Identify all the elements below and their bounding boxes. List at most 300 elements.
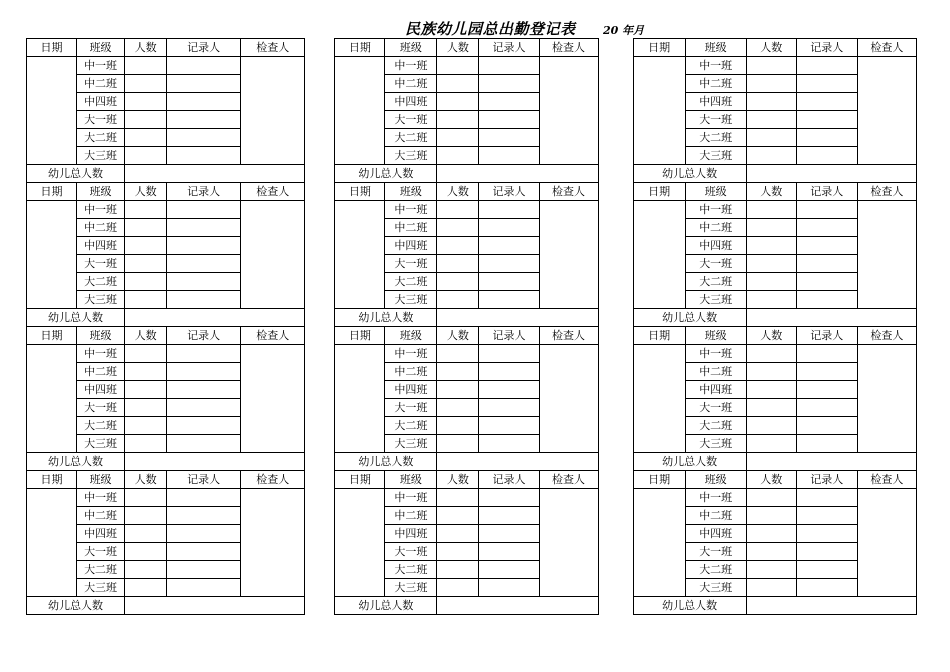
count-cell[interactable] [437,345,479,363]
recorder-cell[interactable] [167,291,241,309]
count-cell[interactable] [125,363,167,381]
class-row [27,345,917,363]
count-cell[interactable] [437,57,479,75]
count-cell[interactable] [746,417,796,435]
recorder-cell[interactable] [479,381,539,399]
recorder-cell[interactable] [479,345,539,363]
column-header-class: 班级 [77,471,125,489]
date-cell[interactable] [633,489,685,597]
recorder-cell[interactable] [796,291,857,309]
class-name-cell: 中二班 [385,507,437,525]
count-cell[interactable] [125,543,167,561]
count-cell[interactable] [746,291,796,309]
count-cell[interactable] [125,237,167,255]
column-header-date: 日期 [633,471,685,489]
class-name-cell: 大三班 [685,147,746,165]
column-header-recorder: 记录人 [796,183,857,201]
recorder-cell[interactable] [167,579,241,597]
recorder-cell[interactable] [479,489,539,507]
recorder-cell[interactable] [479,237,539,255]
total-value-cell[interactable] [437,453,598,471]
class-name-cell: 中二班 [685,363,746,381]
total-value-cell[interactable] [437,309,598,327]
recorder-cell[interactable] [167,129,241,147]
count-cell[interactable] [746,489,796,507]
count-cell[interactable] [125,201,167,219]
recorder-cell[interactable] [796,57,857,75]
class-name-cell: 大三班 [385,291,437,309]
class-name-cell: 大三班 [685,291,746,309]
total-label: 幼儿总人数 [633,165,746,183]
class-name-cell: 大二班 [685,129,746,147]
total-label: 幼儿总人数 [335,165,437,183]
column-header-date: 日期 [27,471,77,489]
count-cell[interactable] [437,129,479,147]
class-name-cell: 中二班 [77,219,125,237]
block-gap [598,471,633,615]
total-label: 幼儿总人数 [27,309,125,327]
block-gap [305,39,335,183]
count-cell[interactable] [746,525,796,543]
count-cell[interactable] [746,75,796,93]
date-cell[interactable] [335,345,385,453]
recorder-cell[interactable] [796,93,857,111]
recorder-cell[interactable] [479,417,539,435]
column-header-recorder: 记录人 [167,183,241,201]
recorder-cell[interactable] [796,237,857,255]
recorder-cell[interactable] [479,219,539,237]
class-name-cell: 大二班 [385,561,437,579]
count-cell[interactable] [746,381,796,399]
count-cell[interactable] [437,111,479,129]
class-name-cell: 大一班 [77,111,125,129]
column-header-count: 人数 [125,471,167,489]
date-cell[interactable] [633,201,685,309]
class-name-cell: 中一班 [77,489,125,507]
total-label: 幼儿总人数 [335,453,437,471]
count-cell[interactable] [125,435,167,453]
class-name-cell: 大一班 [385,543,437,561]
recorder-cell[interactable] [479,435,539,453]
total-label: 幼儿总人数 [633,453,746,471]
recorder-cell[interactable] [167,525,241,543]
class-name-cell: 中四班 [385,381,437,399]
date-cell[interactable] [27,57,77,165]
recorder-cell[interactable] [796,219,857,237]
class-name-cell: 大二班 [77,561,125,579]
recorder-cell[interactable] [796,579,857,597]
recorder-cell[interactable] [479,111,539,129]
count-cell[interactable] [437,291,479,309]
count-cell[interactable] [125,345,167,363]
column-header-date: 日期 [335,39,385,57]
count-cell[interactable] [437,507,479,525]
count-cell[interactable] [437,489,479,507]
block-gap [305,327,335,471]
recorder-cell[interactable] [796,525,857,543]
class-name-cell: 大三班 [685,435,746,453]
recorder-cell[interactable] [479,129,539,147]
total-label: 幼儿总人数 [335,309,437,327]
date-cell[interactable] [335,489,385,597]
column-header-class: 班级 [385,183,437,201]
recorder-cell[interactable] [796,489,857,507]
class-name-cell: 中四班 [385,93,437,111]
total-value-cell[interactable] [437,165,598,183]
column-header-recorder: 记录人 [479,183,539,201]
column-header-date: 日期 [27,183,77,201]
column-header-date: 日期 [633,327,685,345]
class-name-cell: 中二班 [385,363,437,381]
class-name-cell: 中一班 [685,201,746,219]
class-name-cell: 中四班 [685,93,746,111]
total-value-cell[interactable] [125,453,305,471]
title-line [0,18,950,38]
recorder-cell[interactable] [167,435,241,453]
count-cell[interactable] [125,273,167,291]
class-row [27,291,917,309]
date-cell[interactable] [27,201,77,309]
recorder-cell[interactable] [479,273,539,291]
count-cell[interactable] [125,561,167,579]
recorder-cell[interactable] [796,345,857,363]
count-cell[interactable] [437,435,479,453]
class-name-cell: 中四班 [77,93,125,111]
recorder-cell[interactable] [796,435,857,453]
count-cell[interactable] [437,543,479,561]
recorder-cell[interactable] [167,345,241,363]
recorder-cell[interactable] [796,399,857,417]
recorder-cell[interactable] [796,129,857,147]
total-value-cell[interactable] [125,165,305,183]
count-cell[interactable] [746,507,796,525]
date-cell[interactable] [633,57,685,165]
recorder-cell[interactable] [479,525,539,543]
class-name-cell: 中一班 [385,489,437,507]
recorder-cell[interactable] [167,507,241,525]
recorder-cell[interactable] [167,201,241,219]
count-cell[interactable] [746,255,796,273]
column-header-class: 班级 [77,327,125,345]
count-cell[interactable] [437,381,479,399]
recorder-cell[interactable] [167,237,241,255]
recorder-cell[interactable] [479,75,539,93]
column-header-checker: 检查人 [539,183,598,201]
count-cell[interactable] [437,75,479,93]
class-name-cell: 中二班 [385,219,437,237]
column-header-date: 日期 [335,471,385,489]
column-header-count: 人数 [746,39,796,57]
count-cell[interactable] [437,219,479,237]
column-header-checker: 检查人 [241,183,305,201]
checker-cell[interactable] [857,489,916,597]
count-cell[interactable] [437,399,479,417]
column-header-recorder: 记录人 [167,39,241,57]
class-name-cell: 大三班 [77,147,125,165]
column-header-checker: 检查人 [857,327,916,345]
class-name-cell: 中一班 [685,489,746,507]
recorder-cell[interactable] [479,291,539,309]
recorder-cell[interactable] [167,93,241,111]
class-name-cell: 大一班 [685,255,746,273]
recorder-cell[interactable] [167,489,241,507]
checker-cell[interactable] [241,345,305,453]
recorder-cell[interactable] [167,363,241,381]
column-header-count: 人数 [437,471,479,489]
recorder-cell[interactable] [479,147,539,165]
count-cell[interactable] [746,111,796,129]
count-cell[interactable] [437,561,479,579]
count-cell[interactable] [125,489,167,507]
date-cell[interactable] [27,489,77,597]
class-name-cell: 中二班 [77,75,125,93]
class-name-cell: 中四班 [385,525,437,543]
class-name-cell: 大三班 [77,291,125,309]
checker-cell[interactable] [857,57,916,165]
recorder-cell[interactable] [167,111,241,129]
recorder-cell[interactable] [796,147,857,165]
count-cell[interactable] [125,291,167,309]
count-cell[interactable] [125,255,167,273]
recorder-cell[interactable] [796,111,857,129]
recorder-cell[interactable] [167,57,241,75]
count-cell[interactable] [437,363,479,381]
count-cell[interactable] [437,255,479,273]
count-cell[interactable] [746,147,796,165]
class-name-cell: 中一班 [385,345,437,363]
count-cell[interactable] [746,57,796,75]
recorder-cell[interactable] [167,147,241,165]
class-name-cell: 中四班 [77,525,125,543]
class-row [27,489,917,507]
class-name-cell: 大二班 [685,273,746,291]
checker-cell[interactable] [857,201,916,309]
class-row [27,417,917,435]
column-header-count: 人数 [125,183,167,201]
count-cell[interactable] [746,237,796,255]
recorder-cell[interactable] [479,201,539,219]
recorder-cell[interactable] [167,75,241,93]
total-label: 幼儿总人数 [27,165,125,183]
count-cell[interactable] [746,579,796,597]
recorder-cell[interactable] [167,255,241,273]
count-cell[interactable] [746,93,796,111]
column-header-count: 人数 [437,39,479,57]
class-name-cell: 大二班 [77,417,125,435]
recorder-cell[interactable] [796,561,857,579]
recorder-cell[interactable] [796,273,857,291]
count-cell[interactable] [125,93,167,111]
recorder-cell[interactable] [479,543,539,561]
class-name-cell: 大三班 [385,435,437,453]
count-cell[interactable] [746,543,796,561]
column-header-count: 人数 [125,327,167,345]
recorder-cell[interactable] [796,255,857,273]
class-row [27,57,917,75]
column-header-class: 班级 [685,183,746,201]
column-header-recorder: 记录人 [167,327,241,345]
class-row [27,75,917,93]
count-cell[interactable] [746,273,796,291]
recorder-cell[interactable] [479,561,539,579]
class-row [27,435,917,453]
recorder-cell[interactable] [796,381,857,399]
count-cell[interactable] [746,219,796,237]
column-header-checker: 检查人 [539,471,598,489]
class-row [27,579,917,597]
class-row [27,543,917,561]
column-header-date: 日期 [27,39,77,57]
column-header-class: 班级 [385,471,437,489]
count-cell[interactable] [746,129,796,147]
header-row [27,471,917,489]
recorder-cell[interactable] [167,399,241,417]
column-header-count: 人数 [437,183,479,201]
total-label: 幼儿总人数 [27,453,125,471]
checker-cell[interactable] [539,345,598,453]
column-header-checker: 检查人 [241,327,305,345]
class-name-cell: 大一班 [385,255,437,273]
count-cell[interactable] [746,363,796,381]
class-name-cell: 大一班 [685,111,746,129]
count-cell[interactable] [437,417,479,435]
checker-cell[interactable] [241,57,305,165]
class-name-cell: 大一班 [77,399,125,417]
count-cell[interactable] [125,399,167,417]
count-cell[interactable] [746,201,796,219]
class-name-cell: 中二班 [77,363,125,381]
count-cell[interactable] [746,399,796,417]
class-name-cell: 中二班 [77,507,125,525]
recorder-cell[interactable] [479,363,539,381]
block-gap [305,471,335,615]
recorder-cell[interactable] [479,93,539,111]
class-name-cell: 中四班 [385,237,437,255]
total-value-cell[interactable] [437,597,598,615]
total-value-cell[interactable] [746,165,916,183]
count-cell[interactable] [746,435,796,453]
date-cell[interactable] [335,57,385,165]
recorder-cell[interactable] [796,417,857,435]
checker-cell[interactable] [539,57,598,165]
total-value-cell[interactable] [746,453,916,471]
recorder-cell[interactable] [479,57,539,75]
class-name-cell: 大二班 [77,273,125,291]
count-cell[interactable] [125,147,167,165]
count-cell[interactable] [125,219,167,237]
class-name-cell: 中二班 [685,219,746,237]
recorder-cell[interactable] [479,255,539,273]
recorder-cell[interactable] [167,561,241,579]
count-cell[interactable] [125,129,167,147]
column-header-class: 班级 [685,327,746,345]
recorder-cell[interactable] [796,543,857,561]
count-cell[interactable] [437,525,479,543]
class-row [27,273,917,291]
class-name-cell: 中二班 [685,507,746,525]
class-name-cell: 大一班 [77,255,125,273]
recorder-cell[interactable] [479,579,539,597]
class-row [27,255,917,273]
total-value-cell[interactable] [746,309,916,327]
recorder-cell[interactable] [479,507,539,525]
count-cell[interactable] [125,579,167,597]
column-header-recorder: 记录人 [796,39,857,57]
column-header-checker: 检查人 [857,471,916,489]
class-name-cell: 大一班 [685,399,746,417]
class-row [27,507,917,525]
total-value-cell[interactable] [125,597,305,615]
recorder-cell[interactable] [167,273,241,291]
column-header-date: 日期 [335,327,385,345]
class-name-cell: 中一班 [685,345,746,363]
count-cell[interactable] [125,417,167,435]
class-row [27,129,917,147]
recorder-cell[interactable] [479,399,539,417]
column-header-recorder: 记录人 [167,471,241,489]
recorder-cell[interactable] [167,219,241,237]
count-cell[interactable] [125,57,167,75]
class-row [27,561,917,579]
recorder-cell[interactable] [796,507,857,525]
column-header-count: 人数 [125,39,167,57]
total-label: 幼儿总人数 [27,597,125,615]
count-cell[interactable] [125,525,167,543]
checker-cell[interactable] [857,345,916,453]
class-name-cell: 中一班 [77,345,125,363]
date-cell[interactable] [633,345,685,453]
form-title: 民族幼儿园总出勤登记表 [405,20,576,38]
class-name-cell: 大三班 [385,147,437,165]
recorder-cell[interactable] [167,381,241,399]
class-row [27,93,917,111]
class-name-cell: 大三班 [385,579,437,597]
checker-cell[interactable] [539,489,598,597]
count-cell[interactable] [437,147,479,165]
total-value-cell[interactable] [746,597,916,615]
header-row [27,183,917,201]
count-cell[interactable] [125,381,167,399]
count-cell[interactable] [125,75,167,93]
checker-cell[interactable] [241,489,305,597]
column-header-count: 人数 [746,471,796,489]
count-cell[interactable] [746,561,796,579]
checker-cell[interactable] [539,201,598,309]
date-cell[interactable] [335,201,385,309]
column-header-recorder: 记录人 [479,471,539,489]
column-header-class: 班级 [385,39,437,57]
class-row [27,147,917,165]
count-cell[interactable] [437,201,479,219]
recorder-cell[interactable] [796,363,857,381]
count-cell[interactable] [437,273,479,291]
count-cell[interactable] [746,345,796,363]
count-cell[interactable] [125,507,167,525]
total-label: 幼儿总人数 [633,309,746,327]
total-value-cell[interactable] [125,309,305,327]
recorder-cell[interactable] [167,543,241,561]
count-cell[interactable] [437,579,479,597]
recorder-cell[interactable] [796,75,857,93]
recorder-cell[interactable] [796,201,857,219]
date-cell[interactable] [27,345,77,453]
count-cell[interactable] [125,111,167,129]
checker-cell[interactable] [241,201,305,309]
count-cell[interactable] [437,93,479,111]
class-row [27,237,917,255]
recorder-cell[interactable] [167,417,241,435]
count-cell[interactable] [437,237,479,255]
